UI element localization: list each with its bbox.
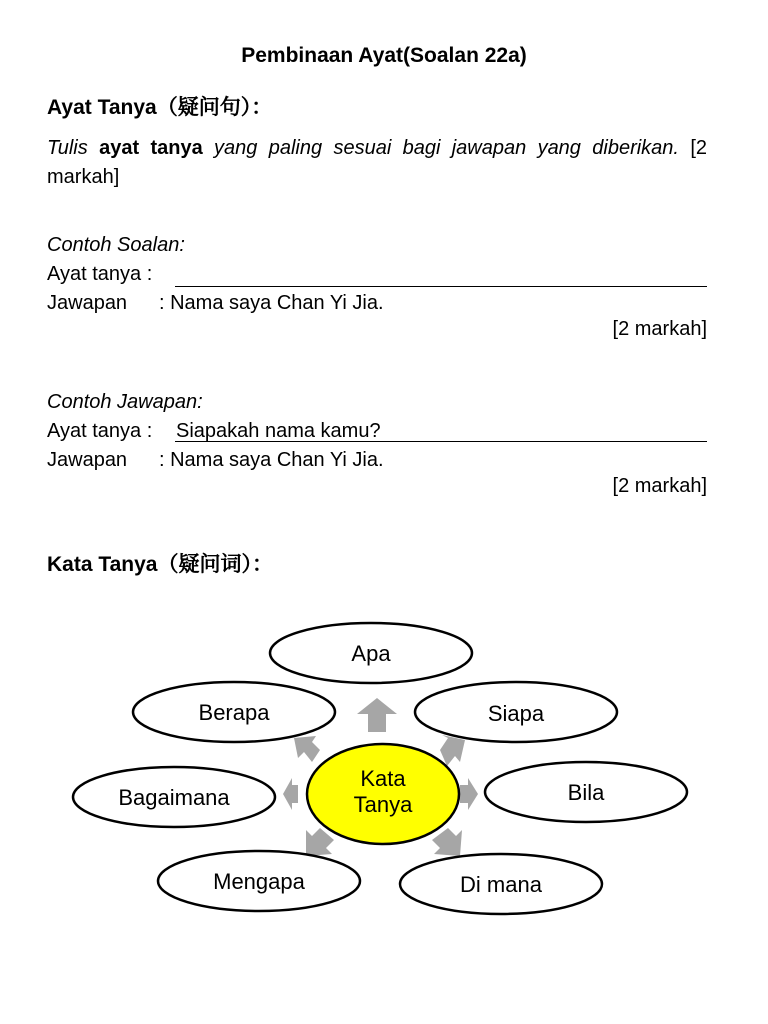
section-heading-cjk: （疑问句）： [156,95,273,119]
arrow-right-icon [460,778,478,810]
node-apa-label: Apa [351,641,391,666]
jawapan-value: : Nama saya Chan Yi Jia. [159,449,384,471]
node-berapa-label: Berapa [198,700,270,725]
jawapan-value: : Nama saya Chan Yi Jia. [159,292,384,314]
jawapan-label: Jawapan [47,292,128,314]
node-mengapa-label: Mengapa [213,869,305,894]
ayat-tanya-label: Ayat tanya : [47,420,153,442]
arrow-up-icon [357,698,397,732]
node-bila-label: Bila [567,780,605,805]
instruction-pre: Tulis [47,137,88,159]
center-label-line2: Tanya [353,792,413,817]
instruction-bold: ayat tanya [99,137,203,159]
center-label-line1: Kata [360,766,406,791]
marks-label: [2 markah] [612,475,707,497]
node-bagaimana-label: Bagaimana [118,785,230,810]
section-heading-text: Kata Tanya [47,553,158,576]
arrow-down-left-icon [306,828,334,856]
section-heading-text: Ayat Tanya [47,96,157,119]
example-answer-label: Contoh Jawapan: [47,391,203,413]
instruction-marks: [2 markah] [47,137,708,188]
section-heading-cjk: （疑问词）： [157,552,273,576]
node-di-mana-label: Di mana [460,872,542,897]
node-siapa-label: Siapa [487,701,545,726]
jawapan-label: Jawapan [47,449,128,471]
page-title: Pembinaan Ayat(Soalan 22a) [241,44,527,67]
marks-label: [2 markah] [612,318,707,340]
instruction-mid: yang paling sesuai bagi jawapan yang diberikan. [214,137,679,159]
arrow-up-left-icon [294,736,320,762]
ayat-tanya-label: Ayat tanya : [47,263,153,285]
arrow-up-right-icon [440,735,465,766]
arrow-left-icon [283,778,298,810]
example-question-label: Contoh Soalan: [47,234,185,256]
answer-sentence: Siapakah nama kamu? [176,420,381,442]
arrow-down-right-icon [432,828,462,856]
